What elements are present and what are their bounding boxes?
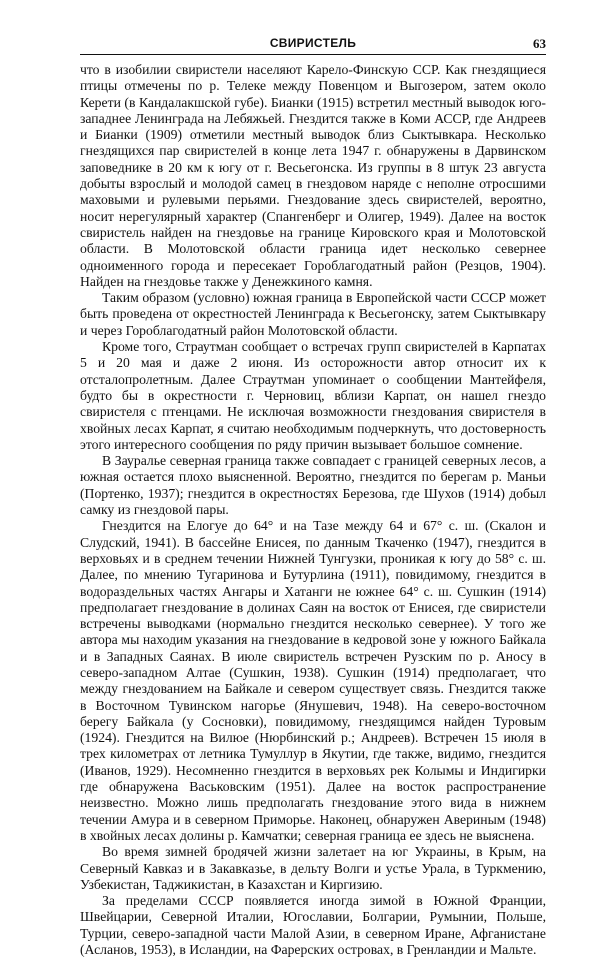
header-rule — [80, 54, 546, 55]
page-header — [80, 36, 546, 54]
paragraph-winter-range: Во время зимней бродячей жизни залетает на юг Украины, в Крым, на Северный Кавказ и в Закавказье, в дельту Волги и устье Урала, в Туркмению, Узбекистан, Таджикистан, в Казахстан и Киргизию. — [80, 844, 546, 892]
paragraph-outside-ussr: За пределами СССР появляется иногда зимой в Южной Франции, Швейцарии, Северной Италии, Югославии, Болгарии, Румынии, Польше, Турции, северо-западной части Малой Азии, в северном Иране, Афганистане (Асланов, 1953), в Исландии, на Фарерских островах, в Гренландии и Мальте. — [80, 893, 546, 958]
paragraph-carpathians: Кроме того, Страутман сообщает о встречах групп свиристелей в Карпатах 5 и 20 мая и даже 2 июня. Из осторожности автор относит их к отсталопролетным. Далее Страутман упоминает о сообщении Мантейфеля, будто бы в окрестности г. Черновиц, вблизи Карпат, он нашел гнездо свиристеля с птенцами. Не исключая возможности гнездования свиристеля в хвойных лесах Карпат, я считаю необходимым подчеркнуть, что достоверность этого интересного сообщения по ряду причин вызывает большое сомнение. — [80, 339, 546, 452]
paragraph-trans-urals: В Зауралье северная граница также совпадает с границей северных лесов, а южная остается плохо выясненной. Вероятно, гнездится по берегам р. Маньи (Портенко, 1937); гнездится в окрестностях Березова, где Шухов (1914) добыл самку из гнездовой пары. — [80, 453, 546, 518]
running-title: СВИРИСТЕЛЬ — [269, 36, 357, 50]
paragraph-continued: что в изобилии свиристели населяют Карело-Финскую ССР. Как гнездящиеся птицы отмечены по р. Телеке между Повенцом и Выгозером, затем около Керети (в Кандалакшской губе). Бианки (1915) встретил местный выводок юго-западнее Ленинграда на Лебяжьей. Гнездится также в Коми АССР, где Андреев и Бианки (1909) отметили местный выводок близ Сыктывкара. Несколько гнездящихся пар свиристелей в конце лета 1947 г. обнаружены в Дарвинском заповеднике в 20 км к югу от г. Весьегонска. Из группы в 8 штук 23 августа добыты взрослый и молодой самец в гнездовом наряде с неполне отросшими маховыми и рулевыми перьями. Гнездование здесь свиристелей, вероятно, носит нерегулярный характер (Спангенберг и Олигер, 1949). Далее на восток свиристель найден на гнездовье на границе Кировского края и Молотовской области. В Молотовской области граница идет несколько севернее одноименного города и пересекает Гороблагодатный район (Резцов, 1904). Найден на гнездовье также у Денежкиного камня. — [80, 62, 546, 289]
body-text — [80, 62, 546, 958]
paragraph-southern-border: Таким образом (условно) южная граница в Европейской части СССР может быть проведена от окрестностей Ленинграда к Весьегонску, затем Сыктывкару и через Гороблагодатный район Молотовской области. — [80, 290, 546, 338]
paragraph-siberia: Гнездится на Елогуе до 64° и на Тазе между 64 и 67° с. ш. (Скалон и Слудский, 1941). В бассейне Енисея, по данным Ткаченко (1947), гнездится в верховьях и в среднем течении Нижней Тунгузки, проникая к югу до 58° с. ш. Далее, по мнению Тугаринова и Бутурлина (1911), повидимому, гнездится в водораздельных частях Ангары и Хатанги не южнее 64° с. ш. Сушкин (1914) предполагает гнездование в долинах Саян на восток от Енисея, где свиристели встречены выводками (нормально гнездится несколько севернее). У того же автора мы находим указания на гнездование в кедровой зоне у южного Байкала и в Западных Саянах. В июле свиристель встречен Рузским по р. Аносу в северо-западном Алтае (Сушкин, 1938). Сушкин (1914) предполагает, что между гнездованием на Байкале и севером существует связь. Гнездится также в Восточном Тувинском нагорье (Янушевич, 1948). На северо-восточном берегу Байкала (у Сосновки), повидимому, гнездящимся найден Туровым (1924). Гнездится на Вилюе (Нюрбинский р.; Андреев). Встречен 15 июля в трех километрах от летника Тумуллур в Якутии, где также, видимо, гнездится (Иванов, 1929). Несомненно гнездится в верховьях рек Колымы и Индигирки где обнаружена Васьковским (1951). Далее на восток распространение неизвестно. Можно лишь предполагать гнездование этого вида в нижнем течении Амура и в северном Приморье. Наконец, обнаружен Авериным (1948) в хвойных лесах долины р. Камчатки; северная граница ее здесь не выяснена. — [80, 518, 546, 843]
page-number: 63 — [533, 36, 546, 51]
